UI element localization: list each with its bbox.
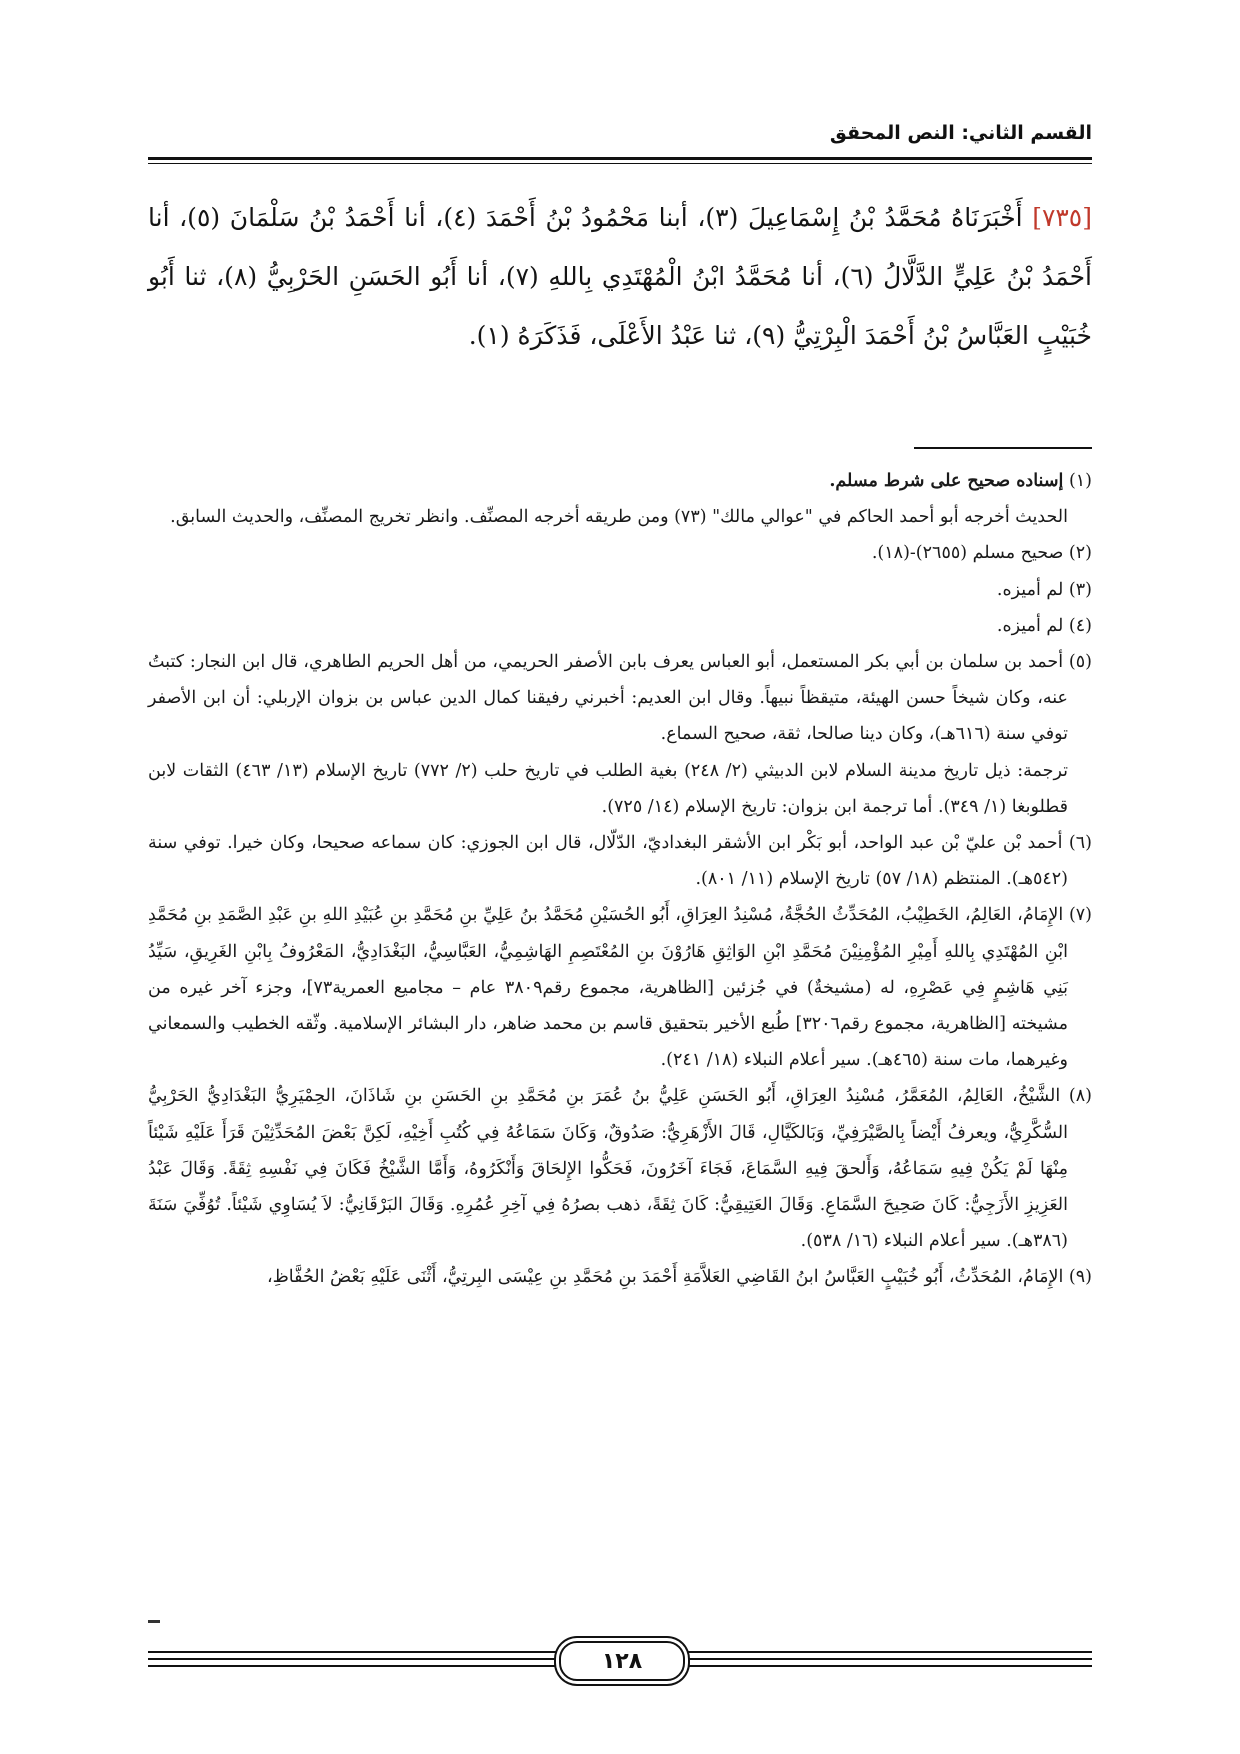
running-header-title: القسم الثاني: النص المحقق	[829, 122, 1092, 144]
footnote-2: (٢) صحيح مسلم (٢٦٥٥)-(١٨).	[871, 543, 1092, 564]
header-rule-thin	[148, 163, 1092, 164]
footnote-divider	[914, 447, 1092, 449]
continuation-dash	[148, 1620, 160, 1623]
header-rule	[148, 157, 1092, 160]
footnote-8: (٨) الشَّيْخُ، العَالِمُ، المُعَمَّرُ، مُسْنِدُ العِرَاقِ، أَبُو الحَسَنِ عَلِيُّ بنُ عُمَرَ بنِ مُحَمَّدِ بنِ الحَسَنِ بنِ شَاذَانَ، الحِمْيَرِيُّ البَغْدَادِيُّ الحَرْبِيُّ السُّكَّرِيُّ، ويعرفُ أَيْضاً بِالصَّيْرَفِيِّ، وَبَالكَيَّالِ، قَالَ الأَزْهَرِيُّ: صَدُوقٌ، وَكَانَ سَمَاعُهُ فِي كُتُبِ أَخِيْهِ، لَكِنَّ بَعْضَ المُحَدِّثِيْنَ قَرَأَ عَلَيْهِ شَيْئاً مِنْهَا لَمْ يَكُنْ فِيهِ سَمَاعُهُ، وَأَلحقَ فِيهِ السَّمَاعَ، فَجَاءَ آخَرُونَ، فَحَكُّوا الإِلحَاقَ وَأَنْكَرُوهُ، وَأَمَّا الشَّيْخُ فَكَانَ فِي نَفْسِهِ ثِقَةً. وَقَالَ عَبْدُ العَزِيزِ الأَزَجِيُّ: كَانَ صَحِيحَ السَّمَاعِ. وَقَالَ العَتِيقِيُّ: كَانَ ثِقَةً، ذهب بصرُهُ فِي آخِرِ عُمُرِهِ. وَقَالَ البَرْقَانِيُّ: لاَ يُسَاوِي شَيْئاً. تُوُفِّيَ سَنَةَ (٣٨٦هـ). سير أعلام النبلاء (١٦/ ٥٣٨).	[148, 1086, 1092, 1252]
footnote-1	[148, 463, 1092, 499]
footnotes-section	[148, 463, 1092, 1296]
page-number: ١٢٨	[559, 1641, 685, 1681]
footnote-1-verdict: إسناده صحيح على شرط مسلم.	[829, 471, 1064, 491]
footnote-4: (٤) لم أميزه.	[996, 615, 1092, 636]
hadith-number: [٧٣٥]	[1032, 203, 1093, 232]
footnote-1-number: (١)	[1068, 471, 1092, 491]
footnote-5-translation-refs: ترجمة: ذيل تاريخ مدينة السلام لابن الدبيثي (٢/ ٢٤٨) بغية الطلب في تاريخ حلب (٢/ ٧٧٢) تاريخ الإسلام (١٣/ ٤٦٣) الثقات لابن قطلوبغا (١/ ٣٤٩). أما ترجمة ابن بزوان: تاريخ الإسلام (١٤/ ٧٢٥).	[148, 760, 1068, 817]
footnote-3: (٣) لم أميزه.	[996, 579, 1092, 600]
main-hadith-text	[148, 188, 1092, 365]
footnote-6: (٦) أحمد بْن عليّ بْن عبد الواحد، أبو بَكْر ابن الأشقر البغداديّ، الدّلّال، قال ابن الجوزي: كان سماعه صحيحا، وكان خيرا. توفي سنة (٥٤٢هـ). المنتظم (١٨/ ٥٧) تاريخ الإسلام (١١/ ٨٠١).	[148, 833, 1092, 890]
footnote-7: (٧) الإِمَامُ، العَالِمُ، الخَطِيْبُ، المُحَدِّثُ الحُجَّةُ، مُسْنِدُ العِرَاقِ، أَبُو الحُسَيْنِ مُحَمَّدُ بنُ عَلِيِّ بنِ مُحَمَّدِ بنِ عُبَيْدِ اللهِ بنِ عَبْدِ الصَّمَدِ بنِ مُحَمَّدِ ابْنِ المُهْتَدِي بِاللهِ أَمِيْرِ المُؤْمِنِيْنَ مُحَمَّدِ ابْنِ الوَاثِقِ هَارُوْنَ بنِ المُعْتَصِمِ الهَاشِمِيُّ، العَبَّاسِيُّ، البَغْدَادِيُّ، المَعْرُوفُ بِابْنِ الغَرِيقِ، سَيِّدُ بَنِي هَاشِمٍ فِي عَصْرِهِ، له (مشيخةٌ) في جُزئين [الظاهرية، مجموع رقم٣٨٠٩ عام – مجاميع العمرية٧٣]، وجزء آخر غيره من مشيخته [الظاهرية، مجموع رقم٣٢٠٦] طُبع الأخير بتحقيق قاسم بن محمد ضاهر، دار البشائر الإسلامية. وثّقه الخطيب والسمعاني وغيرهما، مات سنة (٤٦٥هـ). سير أعلام النبلاء (١٨/ ٢٤١).	[148, 905, 1092, 1071]
footnote-9: (٩) الإِمَامُ، المُحَدِّثُ، أَبُو خُبَيْبٍ العَبَّاسُ ابنُ القَاضِي العَلاَّمَةِ أَحْمَدَ بنِ مُحَمَّدِ بنِ عِيْسَى البِرتِيُّ، أَثْنَى عَلَيْهِ بَعْضُ الحُفَّاظِ،	[266, 1267, 1092, 1288]
footnote-1-details: الحديث أخرجه أبو أحمد الحاكم في "عوالي مالك" (٧٣) ومن طريقه أخرجه المصنِّف. وانظر تخريج المصنِّف، والحديث السابق.	[170, 507, 1068, 528]
footnote-5: (٥) أحمد بن سلمان بن أبي بكر المستعمل، أبو العباس يعرف بابن الأصفر الحريمي، من أهل الحريم الطاهري، قال ابن النجار: كتبتُ عنه، وكان شيخاً حسن الهيئة، متيقظاً نبيهاً. وقال ابن العديم: أخبرني رفيقنا كمال الدين عباس بن بزوان الإربلي: أن ابن الأصفر توفي سنة (٦١٦هـ)، وكان دينا صالحا، ثقة، صحيح السماع.	[148, 652, 1092, 745]
hadith-isnad: أَخْبَرَنَاهُ مُحَمَّدُ بْنُ إِسْمَاعِيلَ (٣)، أبنا مَحْمُودُ بْنُ أَحْمَدَ (٤)، أنا أَحْمَدُ بْنُ سَلْمَانَ (٥)، أنا أَحْمَدُ بْنُ عَلِيٍّ الدَّلَّالُ (٦)، أنا مُحَمَّدُ ابْنُ الْمُهْتَدِي بِاللهِ (٧)، أنا أَبُو الحَسَنِ الحَرْبِيُّ (٨)، ثنا أَبُو خُبَيْبٍ العَبَّاسُ بْنُ أَحْمَدَ الْبِرْتِيُّ (٩)، ثنا عَبْدُ الأَعْلَى، فَذَكَرَهُ (١).	[148, 203, 1092, 350]
